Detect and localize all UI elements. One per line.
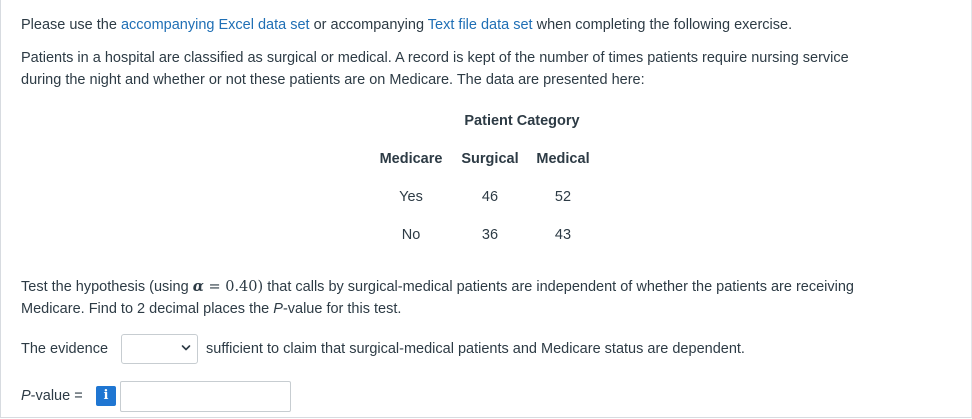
intro-line xyxy=(21,14,792,36)
intro-suffix: when completing the following exercise. xyxy=(532,17,793,33)
question-line-2 xyxy=(21,298,401,320)
evidence-suffix: sufficient to claim that surgical-medical patients and Medicare status are dependent. xyxy=(206,341,745,357)
text-data-link[interactable]: Text file data set xyxy=(427,17,533,33)
table-row-label: Yes xyxy=(399,189,423,205)
question-line2-b: -value for this test. xyxy=(282,301,402,317)
evidence-label: The evidence xyxy=(21,341,109,357)
table-cell: 52 xyxy=(554,189,572,205)
table-cell: 43 xyxy=(554,227,572,243)
pvalue-p-letter: P xyxy=(21,388,31,404)
question-prefix: Test the hypothesis (using xyxy=(21,279,193,295)
table-column-header: Surgical xyxy=(461,151,519,167)
pvalue-label xyxy=(21,385,83,407)
pvalue-input[interactable] xyxy=(120,381,291,412)
question-line-1 xyxy=(21,276,854,298)
table-cell: 36 xyxy=(481,227,499,243)
table-column-header: Medical xyxy=(536,151,590,167)
question-rest: that calls by surgical-medical patients are independent of whether the patients are receiving xyxy=(263,279,854,295)
evidence-dropdown[interactable] xyxy=(121,334,198,364)
table-cell: 46 xyxy=(481,189,499,205)
table-row-header: Medicare xyxy=(379,151,443,167)
excel-data-link[interactable]: accompanying Excel data set xyxy=(120,17,310,33)
alpha-value: = 0.40) xyxy=(203,279,264,295)
question-line2-a: Medicare. Find to 2 decimal places the xyxy=(21,301,274,317)
p-letter: P xyxy=(273,301,283,317)
intro-middle: or accompanying xyxy=(309,17,428,33)
info-icon[interactable]: i xyxy=(96,386,116,406)
chevron-down-icon xyxy=(181,343,191,353)
intro-prefix: Please use the xyxy=(21,17,121,33)
description-line-2: during the night and whether or not these patients are on Medicare. The data are presented here: xyxy=(21,72,645,88)
table-group-header: Patient Category xyxy=(464,113,580,129)
pvalue-label-rest: -value = xyxy=(30,388,83,404)
table-row-label: No xyxy=(401,227,421,243)
alpha-symbol: α xyxy=(192,278,204,295)
description-line-1: Patients in a hospital are classified as surgical or medical. A record is kept of the number of times patients require nursing service xyxy=(21,50,849,66)
